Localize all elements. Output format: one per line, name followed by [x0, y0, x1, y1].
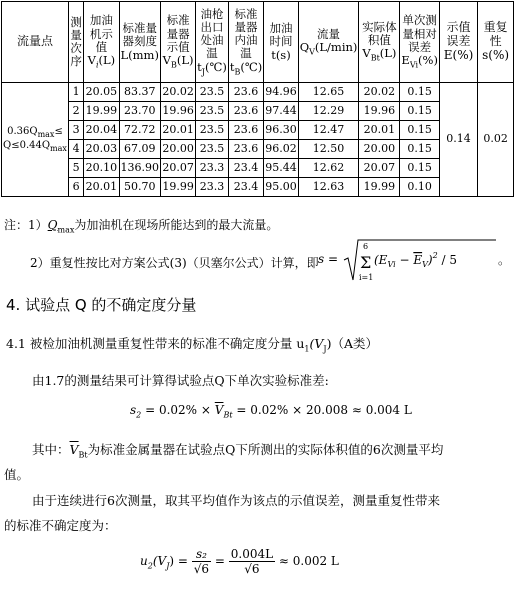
- formula-1: $s_2 = 0.02\% \times \overline{V}_{Bt} = 0.02\% \times 20.008 \approx 0.004$ L: [130, 403, 412, 420]
- table-cell: 23.6: [228, 83, 263, 102]
- table-cell: 20.07: [161, 159, 196, 178]
- table-cell: 72.72: [119, 121, 161, 140]
- note-1: 注：$1)Q_{max}$为加油机在现场所能达到的最大流量。: [4, 218, 279, 235]
- repeatability-cell: 0.02: [478, 83, 514, 197]
- table-cell: 94.96: [264, 83, 299, 102]
- table-cell: 20.01: [359, 121, 400, 140]
- table-cell: 95.44: [264, 159, 299, 178]
- measurement-table: [1, 1, 514, 197]
- sum-lower: i=1: [359, 273, 374, 282]
- note-2: 2）重复性按比对方案公式(3)（贝塞尔公式）计算，即: [30, 256, 319, 270]
- table-cell: 20.02: [359, 83, 400, 102]
- table-cell: 50.70: [119, 178, 161, 197]
- table-cell: 23.6: [228, 121, 263, 140]
- table-cell: 19.99: [161, 178, 196, 197]
- table-cell: 3: [68, 121, 83, 140]
- paragraph-2: 其中：$\overline{V}_{Bt}$为标准金属量器在试验点Q下所测出的实际体积值的6次测量平均: [32, 442, 444, 460]
- table-row: [2, 140, 514, 159]
- table-cell: 83.37: [119, 83, 161, 102]
- header-std-disp: 标准量器示值$V_B(L)$: [161, 2, 196, 83]
- table-cell: 0.15: [400, 140, 440, 159]
- table-cell: 20.02: [161, 83, 196, 102]
- header-repeatability: 重复性s(%): [478, 2, 514, 83]
- section-heading: 4. 试验点 Q 的不确定度分量: [6, 296, 197, 314]
- table-cell: 19.99: [359, 178, 400, 197]
- table-header-row: [2, 2, 514, 83]
- header-indication-error: 示值误差E(%): [439, 2, 477, 83]
- table-cell: 20.01: [84, 178, 119, 197]
- table-cell: 20.05: [84, 83, 119, 102]
- table-cell: 23.70: [119, 102, 161, 121]
- subsection-heading: 4.1 被检加油机测量重复性带来的标准不确定度分量 $u_1(V_J)(A$类）: [6, 336, 379, 354]
- fraction-2: $\frac{0.004L}{√6}$: [230, 547, 274, 576]
- table-cell: 0.15: [400, 83, 440, 102]
- table-cell: 19.99: [84, 102, 119, 121]
- table-cell: 20.00: [161, 140, 196, 159]
- table-cell: 20.01: [161, 121, 196, 140]
- table-cell: 5: [68, 159, 83, 178]
- formula-end: 。: [498, 253, 511, 267]
- header-flow-point: 流量点: [2, 2, 69, 83]
- paragraph-3-cont: 的标准不确定度为：: [4, 518, 117, 533]
- table-cell: 12.50: [298, 140, 359, 159]
- table-cell: 0.10: [400, 178, 440, 197]
- table-cell: 0.15: [400, 102, 440, 121]
- header-in-temp: 标准量器内油温$t_B(℃)$: [228, 2, 263, 83]
- bessel-formula: [318, 236, 511, 286]
- table-cell: 12.65: [298, 83, 359, 102]
- table-cell: 67.09: [119, 140, 161, 159]
- header-scale: 标准量器刻度L(mm): [119, 2, 161, 83]
- header-flow: 流量$Q_V(L/\min)$: [298, 2, 359, 83]
- indication-error-cell: 0.14: [439, 83, 477, 197]
- table-cell: 20.07: [359, 159, 400, 178]
- table-cell: 23.5: [196, 83, 229, 102]
- table-cell: 20.04: [84, 121, 119, 140]
- table-cell: 23.3: [196, 178, 229, 197]
- header-time: 加油时间t(s): [264, 2, 299, 83]
- table-row: [2, 178, 514, 197]
- table-cell: 23.5: [196, 102, 229, 121]
- table-cell: 4: [68, 140, 83, 159]
- table-cell: 0.15: [400, 159, 440, 178]
- table-cell: 12.29: [298, 102, 359, 121]
- table-cell: 0.15: [400, 121, 440, 140]
- table-cell: 19.96: [359, 102, 400, 121]
- paragraph-1: 由1.7的测量结果可计算得试验点Q下单次实验标准差:: [32, 373, 329, 388]
- table-cell: 23.4: [228, 178, 263, 197]
- sum-body: $(E_{Vi} - E_V)^2 / 5$: [374, 251, 457, 269]
- table-cell: 23.5: [196, 140, 229, 159]
- table-cell: 23.3: [196, 159, 229, 178]
- formula-2: $u_2(V_J)$ = $\frac{\text{s₂}}{√6}$ = $\frac{0.004L}{√6}$ ≈ 0.002 L: [140, 547, 339, 576]
- flow-point-cell: $0.36Q_{max}\le$ $Q\le 0.44Q_{max}$: [2, 83, 69, 197]
- header-out-temp: 油枪出口处油温$t_J(℃)$: [196, 2, 229, 83]
- table-cell: 23.6: [228, 140, 263, 159]
- table-cell: 20.10: [84, 159, 119, 178]
- paragraph-2-cont: 值。: [4, 467, 30, 482]
- table-row: [2, 83, 514, 102]
- table-cell: 96.02: [264, 140, 299, 159]
- table-cell: 23.5: [196, 121, 229, 140]
- header-disp-vol: 加油机示值$V_i(L)$: [84, 2, 119, 83]
- table-cell: 20.03: [84, 140, 119, 159]
- paragraph-3: 由于连续进行6次测量，取其平均值作为该点的示值误差，测量重复性带来: [32, 493, 440, 508]
- header-rel-err: 单次测量相对误差$E_{Vi}(\%)$: [400, 2, 440, 83]
- sum-sign: Σ: [360, 253, 372, 272]
- table-row: [2, 102, 514, 121]
- table-cell: 97.44: [264, 102, 299, 121]
- table-cell: 12.47: [298, 121, 359, 140]
- table-body: [2, 83, 514, 197]
- table-cell: 2: [68, 102, 83, 121]
- table-row: [2, 159, 514, 178]
- table-cell: 6: [68, 178, 83, 197]
- sum-upper: 6: [363, 242, 369, 251]
- table-cell: 23.4: [228, 159, 263, 178]
- table-cell: 1: [68, 83, 83, 102]
- formula-s: s =: [318, 252, 339, 266]
- table-row: [2, 121, 514, 140]
- table-cell: 96.30: [264, 121, 299, 140]
- table-cell: 23.6: [228, 102, 263, 121]
- table-cell: 136.90: [119, 159, 161, 178]
- fraction-1: $\frac{\text{s₂}}{√6}$: [193, 547, 210, 576]
- table-cell: 19.96: [161, 102, 196, 121]
- table-cell: 95.00: [264, 178, 299, 197]
- table-cell: 12.63: [298, 178, 359, 197]
- header-actual-vol: 实际体积值$V_{Bt}(L)$: [359, 2, 400, 83]
- table-cell: 12.62: [298, 159, 359, 178]
- header-seq: 测量次序: [68, 2, 83, 83]
- table-cell: 20.00: [359, 140, 400, 159]
